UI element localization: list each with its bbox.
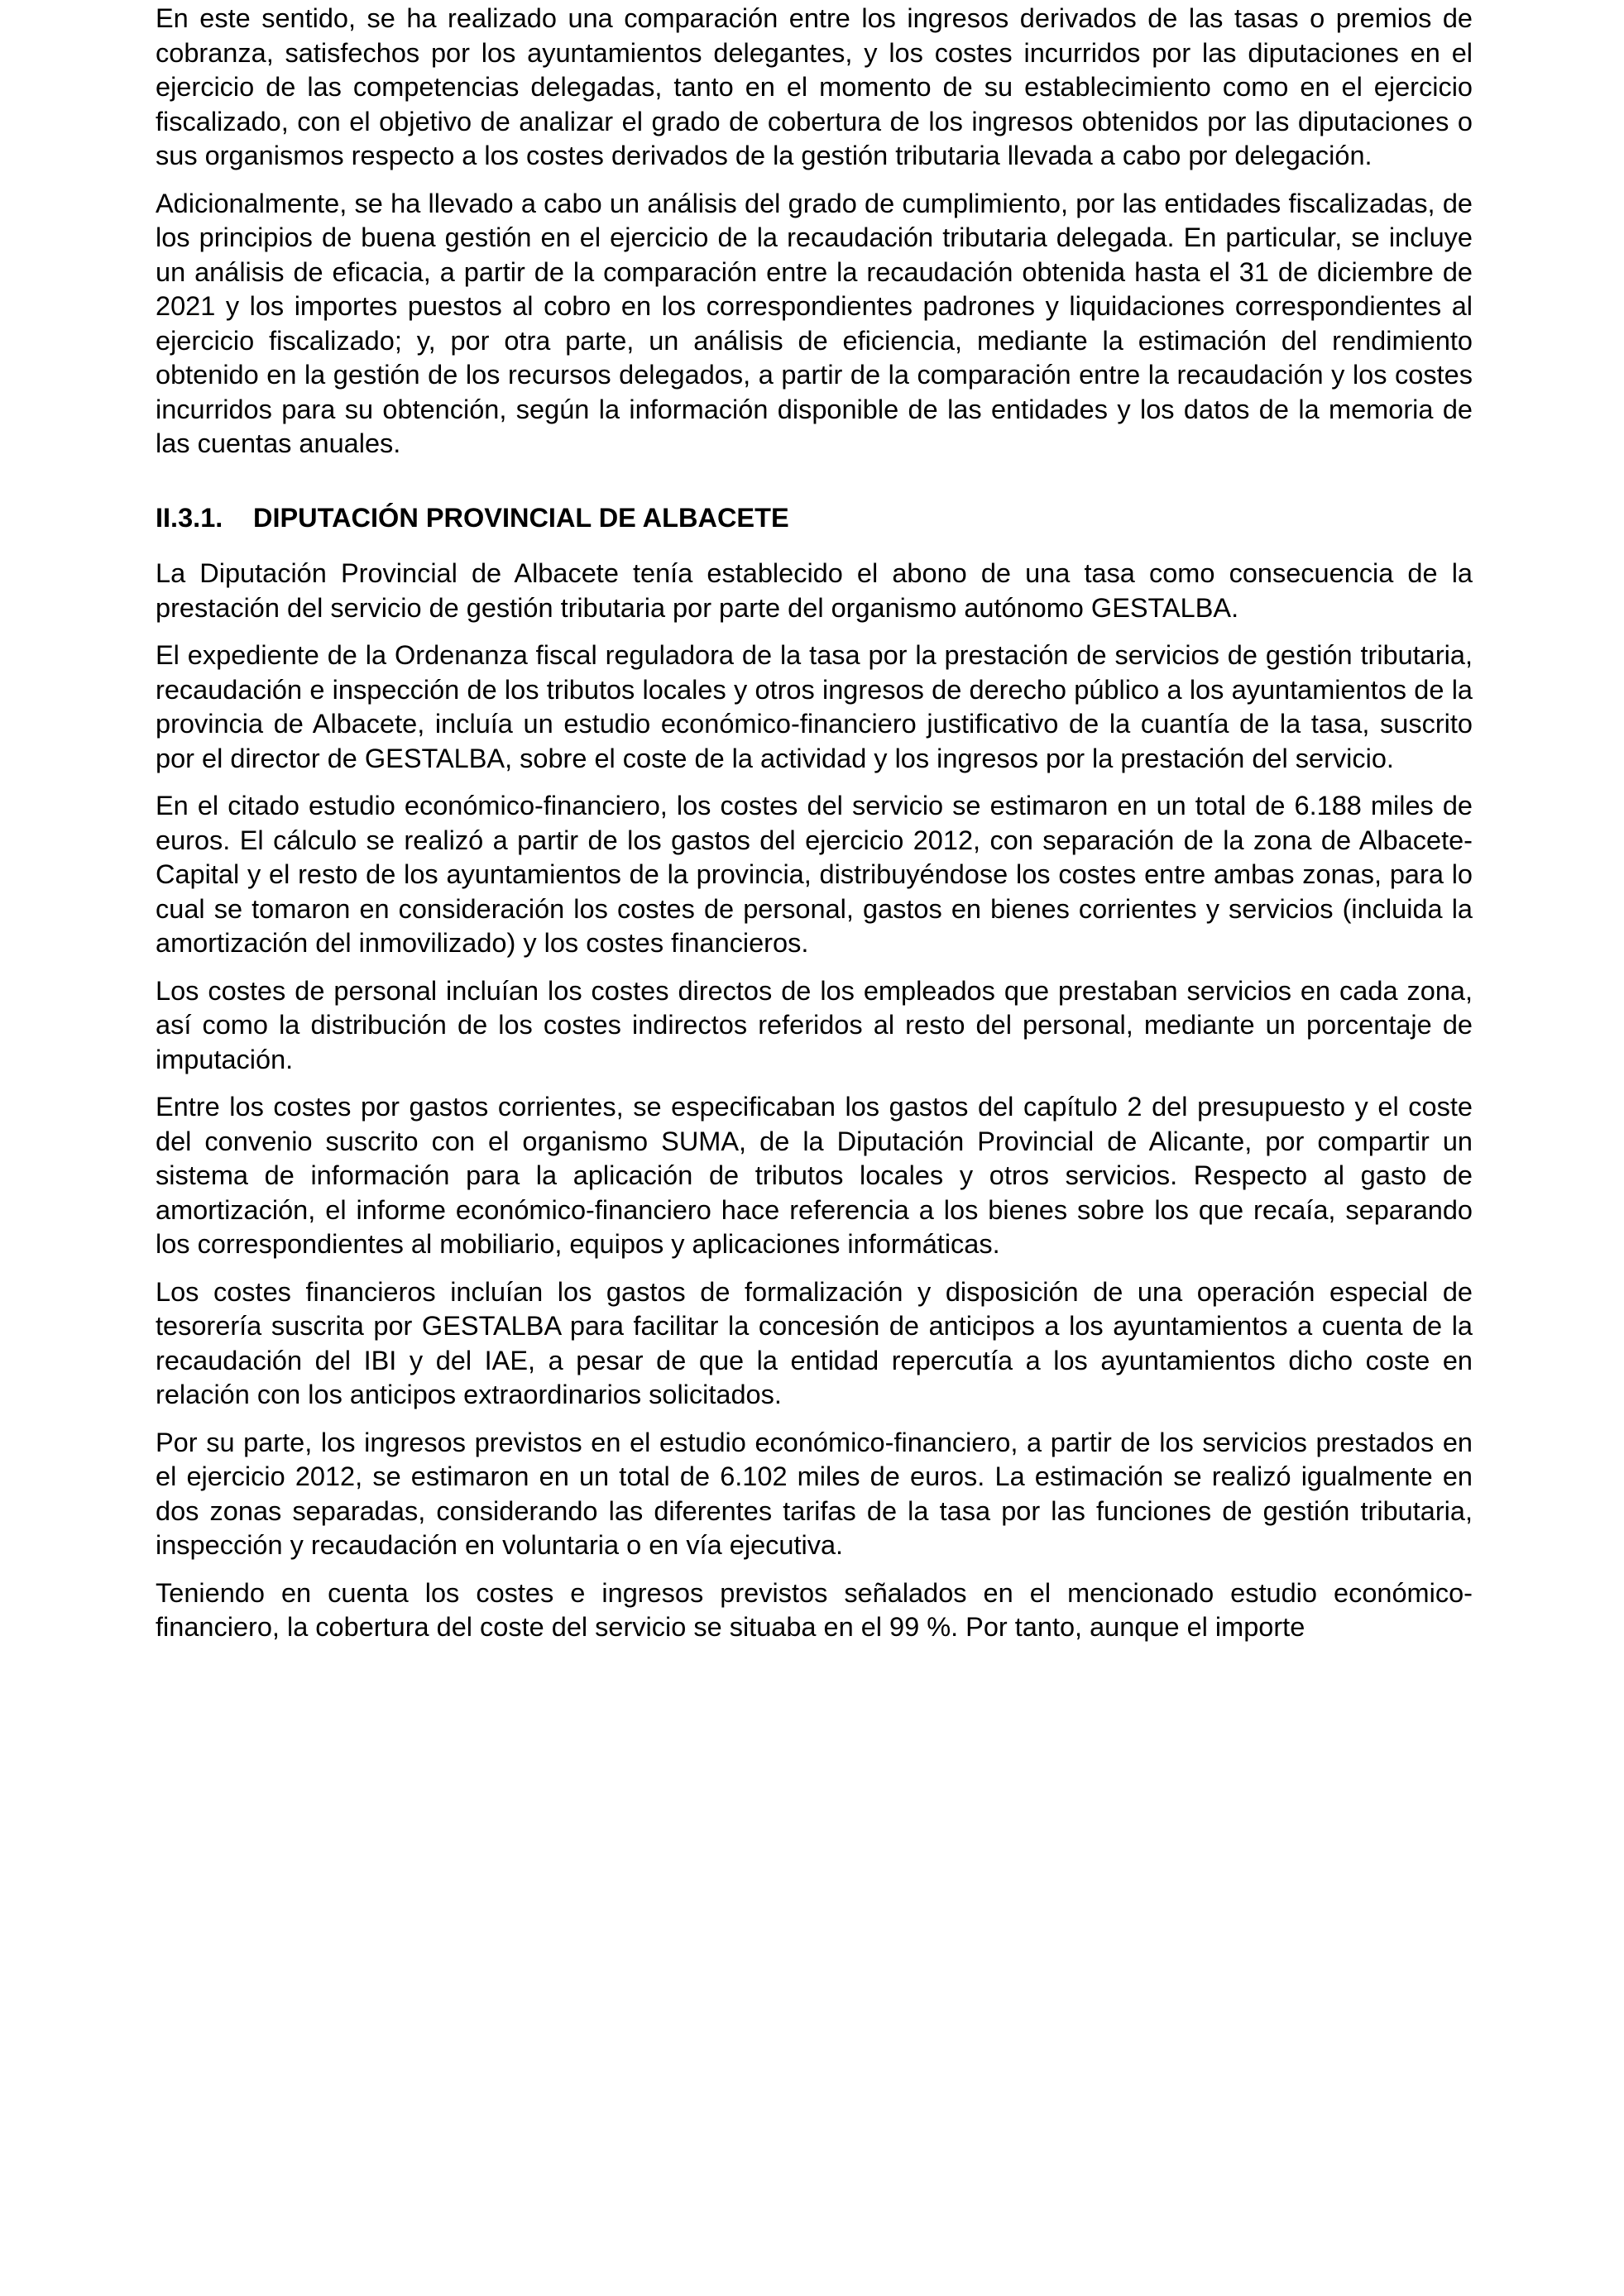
section-number: II.3.1. (156, 502, 223, 533)
paragraph-cobertura: Teniendo en cuenta los costes e ingresos previstos señalados en el mencionado estudio económico-financiero, la cobertura del coste del servicio se situaba en el 99 %. Por tanto, aunque el importe (156, 1577, 1473, 1642)
paragraph-comparison: En este sentido, se ha realizado una comparación entre los ingresos derivados de las tasas o premios de cobranza, satisfechos por los ayuntamientos delegantes, y los costes incurridos por las diputaciones en el ejercicio de las competencias delegadas, tanto en el momento de su establecimiento como en el ejercicio fiscalizado, con el objetivo de analizar el grado de cobertura de los ingresos obtenidos por las diputaciones o sus organismos respecto a los costes derivados de la gestión tributaria llevada a cabo por delegación. (156, 3, 1473, 170)
paragraph-efficiency-analysis: Adicionalmente, se ha llevado a cabo un análisis del grado de cumplimiento, por las entidades fiscalizadas, de los principios de buena gestión en el ejercicio de la recaudación tributaria delegada. En particular, se incluye un análisis de eficacia, a partir de la comparación entre la recaudación obtenida hasta el 31 de diciembre de 2021 y los importes puestos al cobro en los correspondientes padrones y liquidaciones correspondientes al ejercicio fiscalizado; y, por otra parte, un análisis de eficiencia, mediante la estimación del rendimiento obtenido en la gestión de los recursos delegados, a partir de la comparación entre la recaudación y los costes incurridos para su obtención, según la información disponible de las entidades y los datos de la memoria de las cuentas anuales. (156, 188, 1473, 458)
section-heading (156, 501, 1473, 536)
paragraph-ordenanza: El expediente de la Ordenanza fiscal reguladora de la tasa por la prestación de servicios de gestión tributaria, recaudación e inspección de los tributos locales y otros ingresos de derecho público a los ayuntamientos de la provincia de Albacete, incluía un estudio económico-financiero justificativo de la cuantía de la tasa, suscrito por el director de GESTALBA, sobre el coste de la actividad y los ingresos por la prestación del servicio. (156, 640, 1473, 773)
paragraph-costes-personal: Los costes de personal incluían los costes directos de los empleados que prestaban servicios en cada zona, así como la distribución de los costes indirectos referidos al resto del personal, mediante un porcentaje de imputación. (156, 975, 1473, 1074)
paragraph-costes-financieros: Los costes financieros incluían los gastos de formalización y disposición de una operación especial de tesorería suscrita por GESTALBA para facilitar la concesión de anticipos a los ayuntamientos a cuenta de la recaudación del IBI y del IAE, a pesar de que la entidad repercutía a los ayuntamientos dicho coste en relación con los anticipos extraordinarios solicitados. (156, 1276, 1473, 1409)
section-title: DIPUTACIÓN PROVINCIAL DE ALBACETE (253, 502, 789, 533)
paragraph-gastos-corrientes: Entre los costes por gastos corrientes, se especificaban los gastos del capítulo 2 del presupuesto y el coste del convenio suscrito con el organismo SUMA, de la Diputación Provincial de Alicante, por compartir un sistema de información para la aplicación de tributos locales y otros servicios. Respecto al gasto de amortización, el informe económico-financiero hace referencia a los bienes sobre los que recaía, separando los correspondientes al mobiliario, equipos y aplicaciones informáticas. (156, 1092, 1473, 1259)
paragraph-tasa: La Diputación Provincial de Albacete tenía establecido el abono de una tasa como consecuencia de la prestación del servicio de gestión tributaria por parte del organismo autónomo GESTALBA. (156, 558, 1473, 623)
paragraph-costes-estimados: En el citado estudio económico-financiero, los costes del servicio se estimaron en un total de 6.188 miles de euros. El cálculo se realizó a partir de los gastos del ejercicio 2012, con separación de la zona de Albacete-Capital y el resto de los ayuntamientos de la provincia, distribuyéndose los costes entre ambas zonas, para lo cual se tomaron en consideración los costes de personal, gastos en bienes corrientes y servicios (incluida la amortización del inmovilizado) y los costes financieros. (156, 791, 1473, 958)
document-page (156, 2, 1473, 1658)
paragraph-ingresos-previstos: Por su parte, los ingresos previstos en el estudio económico-financiero, a partir de los servicios prestados en el ejercicio 2012, se estimaron en un total de 6.102 miles de euros. La estimación se realizó igualmente en dos zonas separadas, considerando las diferentes tarifas de la tasa por las funciones de gestión tributaria, inspección y recaudación en voluntaria o en vía ejecutiva. (156, 1427, 1473, 1560)
